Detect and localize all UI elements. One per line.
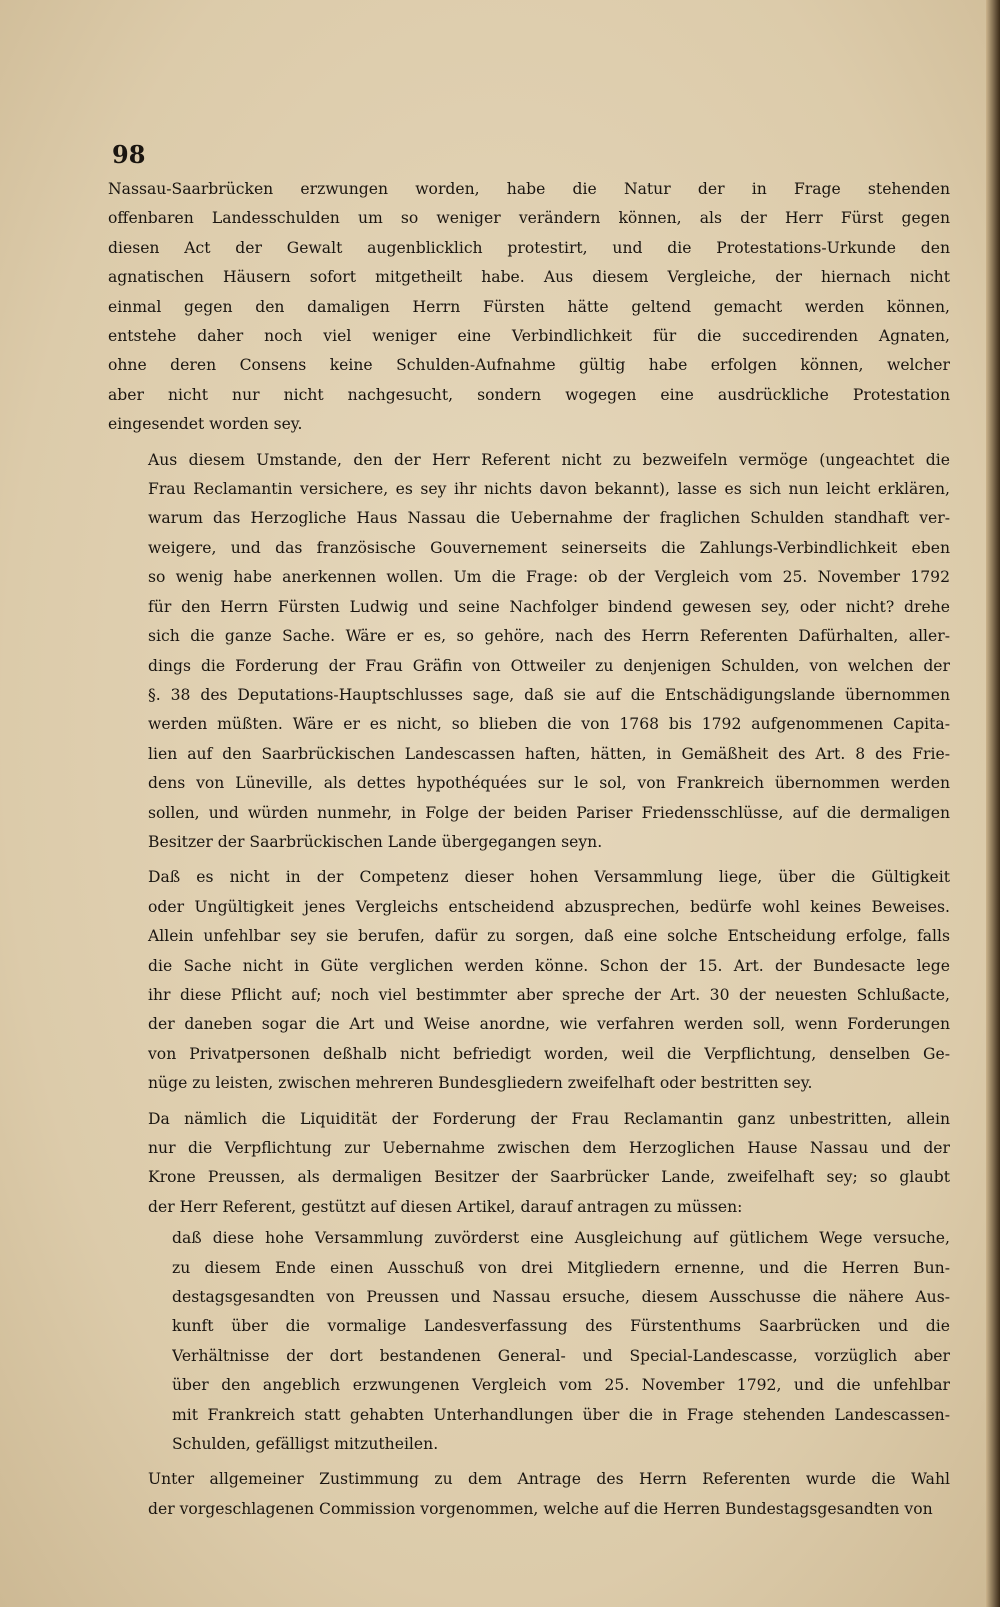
- text-line: werden müßten. Wäre er es nicht, so blieben die von 1768 bis 1792 aufgenommenen Capita-: [148, 715, 950, 734]
- text-line: agnatischen Häusern sofort mitgetheilt habe. Aus diesem Vergleiche, der hiernach nicht: [108, 268, 950, 287]
- text-line: mit Frankreich statt gehabten Unterhandlungen über die in Frage stehenden Landescassen-: [172, 1405, 950, 1424]
- text-line: destagsgesandten von Preussen und Nassau ersuche, diesem Ausschusse die nähere Aus-: [172, 1288, 950, 1307]
- text-line: eingesendet worden sey.: [108, 415, 303, 434]
- text-line: daß diese hohe Versammlung zuvörderst eine Ausgleichung auf gütlichem Wege versuche,: [172, 1229, 950, 1248]
- text-line: kunft über die vormalige Landesverfassung des Fürstenthums Saarbrücken und die: [172, 1317, 950, 1336]
- text-line: der vorgeschlagenen Commission vorgenommen, welche auf die Herren Bundestagsgesandten von: [148, 1499, 933, 1518]
- text-line: sollen, und würden nunmehr, in Folge der beiden Pariser Friedensschlüsse, auf die dermaligen: [148, 803, 950, 822]
- text-line: Besitzer der Saarbrückischen Lande übergegangen seyn.: [148, 832, 603, 851]
- text-line: der daneben sogar die Art und Weise anordne, wie verfahren werden soll, wenn Forderungen: [148, 1015, 950, 1034]
- text-line: sich die ganze Sache. Wäre er es, so gehöre, nach des Herrn Referenten Dafürhalten, aller-: [148, 627, 950, 646]
- text-line: dings die Forderung der Frau Gräfin von Ottweiler zu denjenigen Schulden, von welchen der: [148, 656, 950, 675]
- text-line: der Herr Referent, gestützt auf diesen Artikel, darauf antragen zu müssen:: [148, 1197, 743, 1216]
- text-line: nüge zu leisten, zwischen mehreren Bundesgliedern zweifelhaft oder bestritten sey.: [148, 1074, 813, 1093]
- page-number: 98: [112, 140, 146, 169]
- text-line: Da nämlich die Liquidität der Forderung der Frau Reclamantin ganz unbestritten, allein: [148, 1109, 950, 1128]
- paragraph-p3: [108, 863, 950, 1098]
- text-line: Krone Preussen, als dermaligen Besitzer der Saarbrücker Lande, zweifelhaft sey; so glaubt: [148, 1168, 950, 1187]
- paragraph-p6: [108, 1465, 950, 1524]
- text-line: Nassau-Saarbrücken erzwungen worden, habe die Natur der in Frage stehenden: [108, 180, 950, 198]
- text-line: Daß es nicht in der Competenz dieser hohen Versammlung liege, über die Gültigkeit: [148, 868, 950, 887]
- text-line: Schulden, gefälligst mitzutheilen.: [172, 1435, 439, 1454]
- text-line: Aus diesem Umstande, den der Herr Referent nicht zu bezweifeln vermöge (ungeachtet die: [148, 450, 950, 469]
- text-line: so wenig habe anerkennen wollen. Um die Frage: ob der Vergleich vom 25. November 1792: [148, 568, 950, 587]
- text-line: offenbaren Landesschulden um so weniger verändern können, als der Herr Fürst gegen: [108, 209, 950, 228]
- text-line: weigere, und das französische Gouvernement seinerseits die Zahlungs-Verbindlichkeit eben: [148, 538, 950, 557]
- text-line: warum das Herzogliche Haus Nassau die Uebernahme der fraglichen Schulden standhaft ver-: [148, 509, 950, 528]
- text-line: für den Herrn Fürsten Ludwig und seine Nachfolger bindend gewesen sey, oder nicht? drehe: [148, 597, 950, 616]
- paragraph-p1: [108, 175, 950, 440]
- text-line: lien auf den Saarbrückischen Landescassen haften, hätten, in Gemäßheit des Art. 8 des Frie-: [148, 744, 950, 763]
- paragraph-p2: [108, 446, 950, 858]
- text-line: nur die Verpflichtung zur Uebernahme zwischen dem Herzoglichen Hause Nassau und der: [148, 1139, 950, 1157]
- body-text: [108, 175, 950, 1524]
- paragraph-p5: [172, 1224, 950, 1459]
- text-line: §. 38 des Deputations-Hauptschlusses sage, daß sie auf die Entschädigungslande übernommen: [148, 685, 950, 704]
- text-line: von Privatpersonen deßhalb nicht befriedigt worden, weil die Verpflichtung, denselben Ge-: [148, 1044, 950, 1063]
- text-line: oder Ungültigkeit jenes Vergleichs entscheidend abzusprechen, bedürfe wohl keines Beweises.: [148, 897, 950, 916]
- text-line: Frau Reclamantin versichere, es sey ihr nichts davon bekannt), lasse es sich nun leicht erklären,: [148, 480, 950, 499]
- text-line: diesen Act der Gewalt augenblicklich protestirt, und die Protestations-Urkunde den: [108, 238, 950, 257]
- paragraph-p4: [108, 1105, 950, 1223]
- text-line: Verhältnisse der dort bestandenen General- und Special-Landescasse, vorzüglich aber: [172, 1346, 950, 1365]
- text-line: dens von Lüneville, als dettes hypothéquées sur le sol, von Frankreich übernommen werden: [148, 774, 950, 793]
- text-line: zu diesem Ende einen Ausschuß von drei Mitgliedern ernenne, und die Herren Bun-: [172, 1258, 950, 1277]
- page-edge-shadow: [986, 0, 1000, 1607]
- text-line: Allein unfehlbar sey sie berufen, dafür zu sorgen, daß eine solche Entscheidung erfolge, falls: [148, 927, 950, 946]
- text-line: entstehe daher noch viel weniger eine Verbindlichkeit für die succedirenden Agnaten,: [108, 327, 950, 346]
- text-line: einmal gegen den damaligen Herrn Fürsten hätte geltend gemacht werden können,: [108, 297, 950, 316]
- text-line: Unter allgemeiner Zustimmung zu dem Antrage des Herrn Referenten wurde die Wahl: [148, 1470, 950, 1489]
- text-line: aber nicht nur nicht nachgesucht, sondern wogegen eine ausdrückliche Protestation: [108, 385, 950, 404]
- text-line: ohne deren Consens keine Schulden-Aufnahme gültig habe erfolgen können, welcher: [108, 356, 950, 375]
- text-line: die Sache nicht in Güte verglichen werden könne. Schon der 15. Art. der Bundesacte lege: [148, 956, 950, 975]
- text-line: über den angeblich erzwungenen Vergleich vom 25. November 1792, und die unfehlbar: [172, 1376, 950, 1395]
- text-line: ihr diese Pflicht auf; noch viel bestimmter aber spreche der Art. 30 der neuesten Schlußacte,: [148, 985, 950, 1004]
